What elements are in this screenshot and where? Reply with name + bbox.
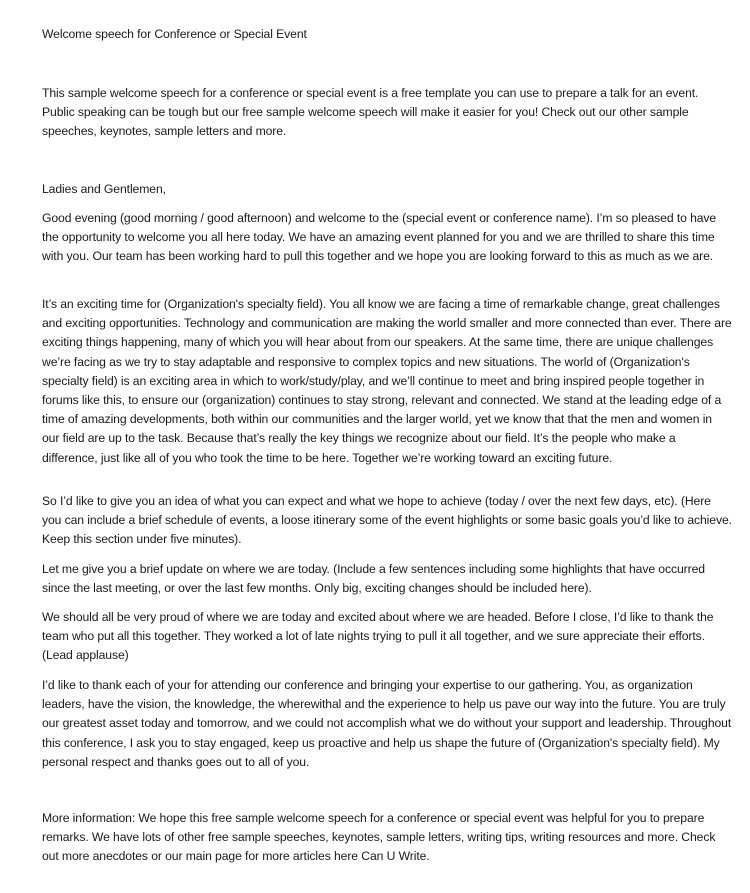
speech-paragraph: I’d like to thank each of your for attending our conference and bringing your expertise to our gathering. You, as organization leaders, have the vision, the knowledge, the wherewithal and the experience to help us pave our way into the future. You are truly our greatest asset today and tomorrow, and we could not accomplish what we do without your support and leadership. Throughout this conference, I ask you to stay engaged, keep us proactive and help us shape the future of (Organization's specialty field). My personal respect and thanks goes out to all of you. — [42, 678, 732, 769]
closing-paragraph: More information: We hope this free sample welcome speech for a conference or special event was helpful for you to prepare remarks. We have lots of other free sample speeches, keynotes, sample letters, writing tips, writing resources and more. Check out more anecdotes or our main page for more articles here Can U Write. — [42, 811, 716, 864]
document-title: Welcome speech for Conference or Special Event — [42, 27, 307, 41]
salutation: Ladies and Gentlemen, — [42, 182, 166, 196]
intro-paragraph: This sample welcome speech for a conference or special event is a free template you can use to prepare a talk for an event. Public speaking can be tough but our free sample welcome speech will make it easier for you! Check out our other sample speeches, keynotes, sample letters and more. — [42, 86, 699, 139]
speech-paragraph: So I’d like to give you an idea of what you can expect and what we hope to achieve (today / over the next few days, etc). (Here you can include a brief schedule of events, a loose itinerary some of the event highlights or some basic goals you’d like to achieve. Keep this section under five minutes). — [42, 494, 732, 547]
speech-paragraph: We should all be very proud of where we are today and excited about where we are headed. Before I close, I’d like to thank the team who put all this together. They worked a lot of late nights trying to pull it all together, and we sure appreciate their efforts. (Lead applause) — [42, 610, 714, 663]
speech-paragraph: It’s an exciting time for (Organization's specialty field). You all know we are facing a time of remarkable change, great challenges and exciting opportunities. Technology and communication are making the world smaller and more connected than ever. There are exciting things happening, many of which you will hear about from our speakers. At the same time, there are unique challenges we’re facing as we try to stay adaptable and responsive to complex topics and new situations. The world of (Organization's specialty field) is an exciting area in which to work/study/play, and we’ll continue to meet and bring inspired people together in forums like this, to ensure our (organization) continues to stay strong, relevant and connected. We stand at the leading edge of a time of amazing developments, both within our communities and the larger world, yet we know that that the men and women in our field are up to the task. Because that’s really the key things we recognize about our field. It’s the people who make a difference, just like all of you who took the time to be here. Together we’re working toward an exciting future. — [42, 297, 732, 465]
speech-paragraph: Let me give you a brief update on where we are today. (Include a few sentences including some highlights that have occurred since the last meeting, or over the last few months. Only big, exciting changes should be included here). — [42, 562, 705, 596]
speech-paragraph: Good evening (good morning / good afternoon) and welcome to the (special event or conference name). I’m so pleased to have the opportunity to welcome you all here today. We have an amazing event planned for you and we are thrilled to share this time with you. Our team has been working hard to pull this together and we hope you are looking forward to this as much as we are. — [42, 211, 717, 264]
